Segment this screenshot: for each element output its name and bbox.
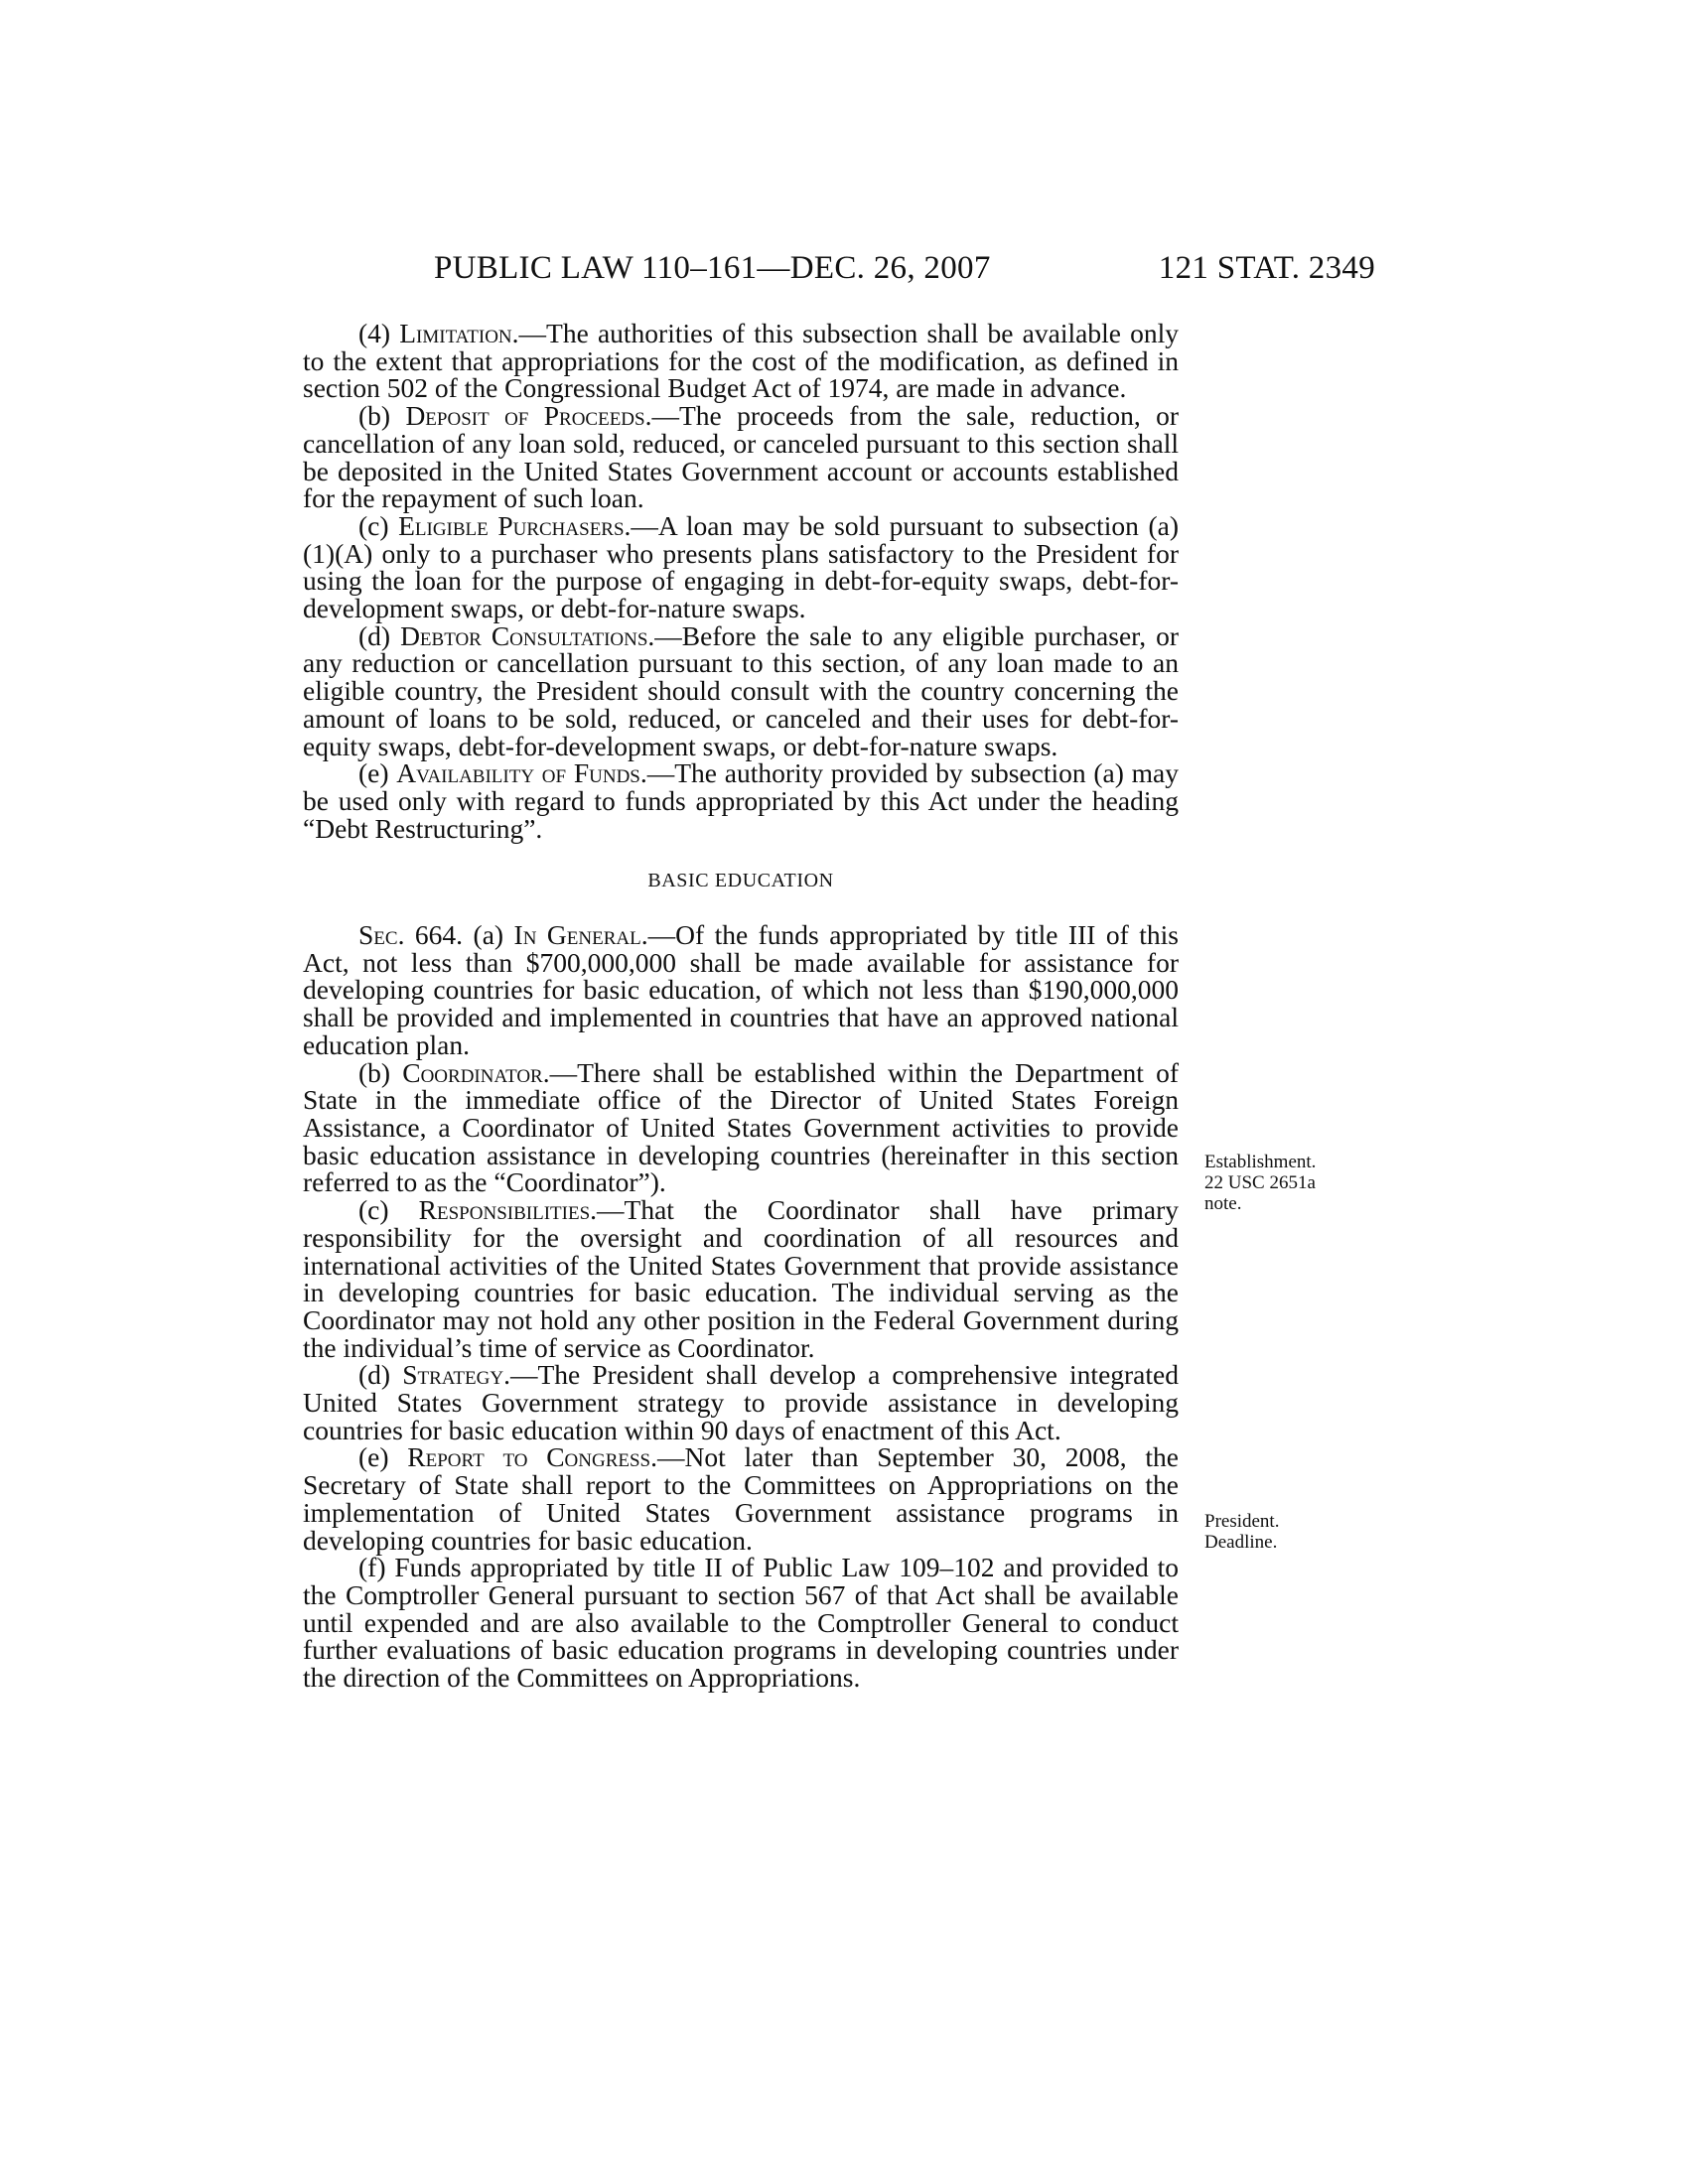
- paragraph-availability-of-funds: (e) Availability of Funds.—The authority provided by subsection (a) may be used only with regard to funds appropriated by this Act under the heading “Debt Restructuring”.: [303, 757, 1179, 844]
- page-header: [0, 250, 1688, 290]
- paragraph-strategy: (d) Strategy.—The President shall develop a comprehensive integrated United States Government strategy to provide assistance in developing countries for basic education within 90 days of enactment of this Act.: [303, 1359, 1179, 1445]
- paragraph-limitation: (4) Limitation.—The authorities of this subsection shall be available only to the extent that appropriations for the cost of the modification, as defined in section 502 of the Congressional Budget Act of 1974, are made in advance.: [303, 318, 1179, 404]
- paragraph-deposit-of-proceeds: (b) Deposit of Proceeds.—The proceeds from the sale, reduction, or cancellation of any loan sold, reduced, or canceled pursuant to this section shall be deposited in the United States Government account or accounts established for the repayment of such loan.: [303, 400, 1179, 514]
- paragraph-report-to-congress: (e) Report to Congress.—Not later than September 30, 2008, the Secretary of State shall report to the Committees on Appropriations on the implementation of United States Government assistance programs in developing countries for basic education.: [303, 1441, 1179, 1556]
- statute-page-number: 121 STAT. 2349: [1158, 250, 1375, 286]
- margin-note-president-deadline: President. Deadline.: [1204, 1511, 1280, 1553]
- running-title: PUBLIC LAW 110–161—DEC. 26, 2007: [434, 250, 991, 286]
- margin-note-establishment: Establishment. 22 USC 2651a note.: [1204, 1152, 1317, 1214]
- paragraph-in-general: Sec. 664. (a) In General.—Of the funds appropriated by title III of this Act, not less than $700,000,000 shall be made available for assistance for developing countries for basic education, of which not less than $190,000,000 shall be provided and implemented in countries that have an approved national education plan.: [303, 919, 1179, 1060]
- paragraph-debtor-consultations: (d) Debtor Consultations.—Before the sale to any eligible purchaser, or any reduction or cancellation pursuant to this section, of any loan made to an eligible country, the President should consult with the country concerning the amount of loans to be sold, reduced, or canceled and their uses for debt-for-equity swaps, debt-for-development swaps, or debt-for-nature swaps.: [303, 619, 1179, 761]
- paragraph-eligible-purchasers: (c) Eligible Purchasers.—A loan may be sold pursuant to subsection (a)(1)(A) only to a purchaser who presents plans satisfactory to the President for using the loan for the purpose of engaging in debt-for-equity swaps, debt-for-development swaps, or debt-for-nature swaps.: [303, 509, 1179, 624]
- section-heading: BASIC EDUCATION: [647, 870, 834, 892]
- paragraph-coordinator: (b) Coordinator.—There shall be established within the Department of State in the immediate office of the Director of United States Foreign Assistance, a Coordinator of United States Government activities to provide basic education assistance in developing countries (hereinafter in this section referred to as the “Coordinator”).: [303, 1056, 1179, 1198]
- body-text: [303, 320, 1179, 1692]
- paragraph-responsibilities: (c) Responsibilities.—That the Coordinator shall have primary responsibility for the oversight and coordination of all resources and international activities of the United States Government that provide assistance in developing countries for basic education. The individual serving as the Coordinator may not hold any other position in the Federal Government during the individual’s time of service as Coordinator.: [303, 1194, 1179, 1363]
- paragraph-funds-comptroller: (f) Funds appropriated by title II of Public Law 109–102 and provided to the Comptroller General pursuant to section 567 of that Act shall be available until expended and are also available to the Comptroller General to conduct further evaluations of basic education programs in developing countries under the direction of the Committees on Appropriations.: [303, 1552, 1179, 1694]
